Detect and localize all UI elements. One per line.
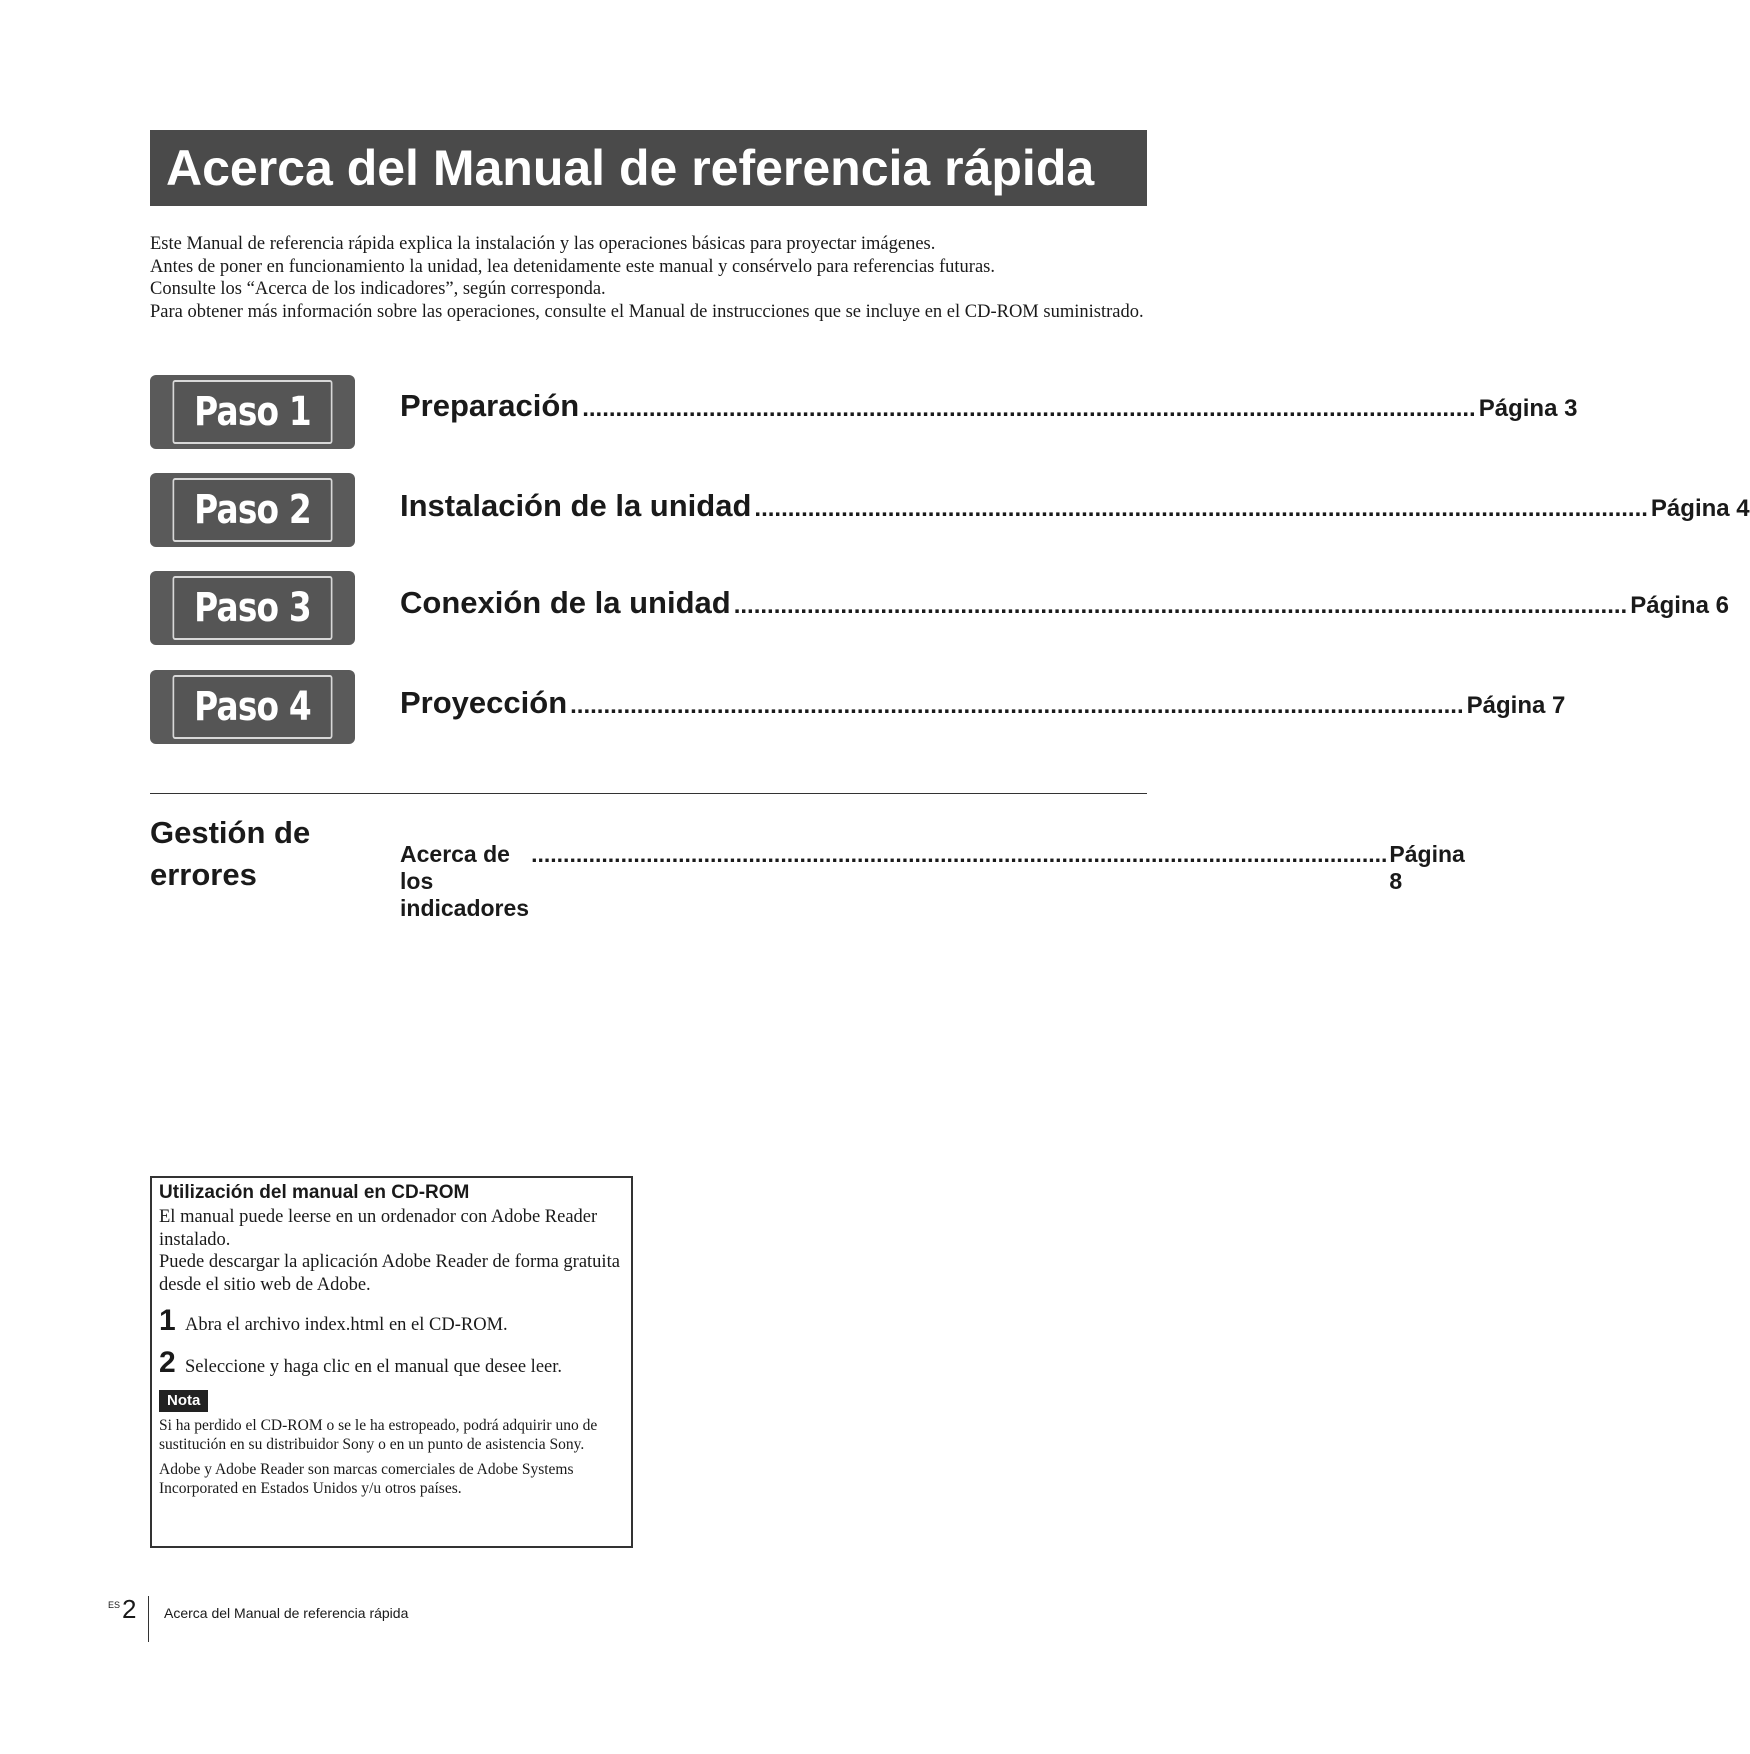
toc-entry-proyeccion[interactable] [400,685,1566,729]
toc-entry-label: Instalación de la unidad [400,488,752,523]
toc-entry-page: Página 3 [1478,395,1578,422]
toc-entry-label: Preparación [400,388,580,423]
cdrom-paragraph: Puede descargar la aplicación Adobe Reader de forma gratuita desde el sitio web de Adobe. [159,1252,620,1295]
intro-line: Antes de poner en funcionamiento la unidad, lea detenidamente este manual y consérvelo para referencias futuras. [150,256,995,277]
step-text: Seleccione y haga clic en el manual que desee leer. [185,1357,563,1377]
leader-dots: ...................................................................................................................................... [531,841,1388,867]
intro-line: Este Manual de referencia rápida explica la instalación y las operaciones básicas para proyectar imágenes. [150,234,936,254]
errors-heading: Gestión de errores [150,815,311,892]
cdrom-step-1 [159,1304,625,1338]
cdrom-body [159,1206,625,1296]
cdrom-info-box [150,1176,633,1548]
page-title: Acerca del Manual de referencia rápida [150,130,1147,206]
step-badge-label: Paso 1 [173,380,333,444]
toc-entry-label: Conexión de la unidad [400,585,731,620]
toc-entry-label: Acerca de los indicadores [400,841,530,921]
intro-line: Consulte los “Acerca de los indicadores”, según corresponda. [150,279,606,299]
note-text [159,1416,625,1498]
toc-entry-label: Proyección [400,685,568,720]
toc-entry-conexion[interactable] [400,585,1729,629]
toc-entry-page: Página 4 [1650,495,1750,522]
footer-section-title: Acerca del Manual de referencia rápida [164,1605,409,1621]
language-code: ES [108,1600,121,1610]
step-badge-1 [150,375,355,449]
trademark-paragraph: Adobe y Adobe Reader son marcas comerciales de Adobe Systems Incorporated en Estados Unidos y/u otros países. [159,1461,574,1497]
intro-line: Para obtener más información sobre las operaciones, consulte el Manual de instrucciones que se incluye en el CD-ROM suministrado. [150,301,1144,322]
leader-dots: ...................................................................................................................................... [733,592,1628,619]
cdrom-step-2 [159,1346,625,1380]
cdrom-box-title: Utilización del manual en CD-ROM [159,1182,470,1203]
step-number: 1 [159,1304,176,1337]
toc-entry-preparacion[interactable] [400,388,1578,432]
toc-entry-indicadores[interactable] [400,841,1465,922]
note-label: Nota [159,1390,208,1412]
step-badge-label: Paso 2 [173,478,333,542]
step-number: 2 [159,1346,176,1379]
cdrom-paragraph: El manual puede leerse en un ordenador con Adobe Reader instalado. [159,1207,598,1250]
step-badge-2 [150,473,355,547]
step-badge-3 [150,571,355,645]
step-badge-4 [150,670,355,744]
leader-dots: ...................................................................................................................................... [570,692,1464,719]
leader-dots: ...................................................................................................................................... [582,395,1476,422]
toc-entry-page: Página 6 [1630,592,1729,619]
note-paragraph: Si ha perdido el CD-ROM o se le ha estropeado, podrá adquirir uno de sustitución en su distribuidor Sony o en un punto de asistencia Sony. [159,1417,598,1453]
step-badge-label: Paso 4 [173,675,333,739]
toc-entry-page: Página 8 [1389,841,1465,894]
intro-text [150,233,1150,323]
toc-entry-page: Página 7 [1466,692,1566,719]
section-divider [150,793,1147,794]
step-badge-label: Paso 3 [173,576,333,640]
step-text: Abra el archivo index.html en el CD-ROM. [185,1315,508,1335]
leader-dots: ...................................................................................................................................... [754,495,1648,522]
page-number-mark [108,1594,138,1628]
footer-rule [148,1596,149,1642]
toc-entry-instalacion[interactable] [400,488,1750,532]
page-number: 2 [122,1594,137,1624]
